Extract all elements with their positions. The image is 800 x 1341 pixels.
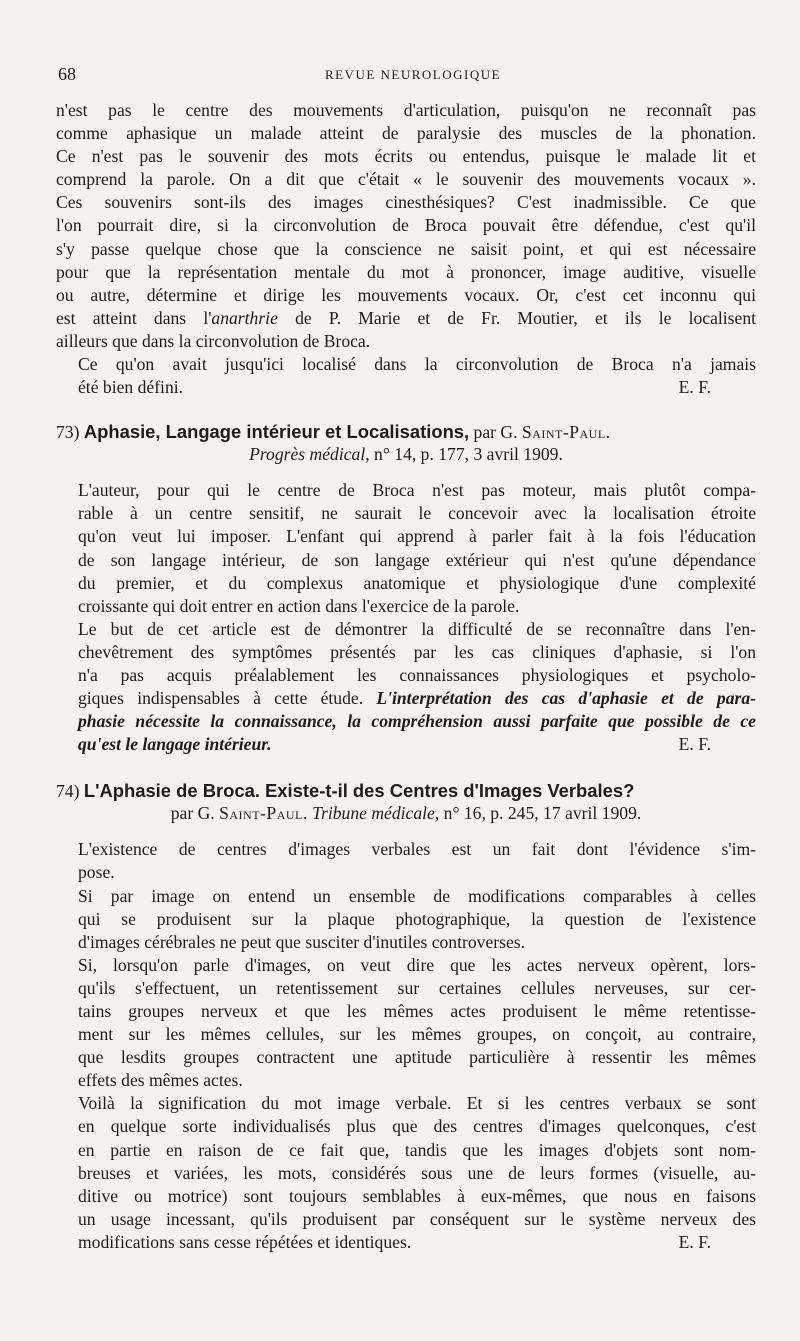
paragraph — [56, 954, 756, 1093]
text-line: comme aphasique un malade atteint de paralysie des muscles de la phonation. — [56, 123, 756, 144]
text-line: Ce qu'on avait jusqu'ici localisé dans la circonvolution de Broca n'a jamais — [78, 354, 756, 375]
text-line: n'est pas le centre des mouvements d'articulation, puisqu'on ne reconnaît pas — [56, 100, 756, 120]
signature: E. F. — [678, 734, 711, 755]
entry-73-body — [56, 479, 756, 756]
text-line: Voilà la signification du mot image verbale. Et si les centres verbaux se sont — [78, 1093, 756, 1114]
text-line: comprend la parole. On a dit que c'était « le souvenir des mouvements vocaux ». — [56, 169, 756, 190]
entry-source: Progrès médical, n° 14, p. 177, 3 avril 1909. — [249, 444, 563, 465]
anarthrie-term: anarthrie — [211, 307, 278, 328]
text-line: qu'est le langage intérieur. E. F. — [56, 733, 756, 756]
paragraph — [56, 838, 756, 884]
paragraph — [56, 1092, 756, 1254]
entry-73-heading: 73) Aphasie, Langage intérieur et Localisations, par G. Saint-Paul. Progrès médical, n° 14, p. 177, 3 avril 1909. — [56, 421, 756, 465]
text-line: en quelque sorte individualisés plus que des centres d'images quelconques, c'est — [78, 1116, 756, 1137]
text-line: effets des mêmes actes. — [78, 1070, 243, 1091]
text-line: phasie nécessite la connaissance, la compréhension aussi parfaite que possible de ce — [78, 711, 756, 732]
entry-author: Saint-Paul. — [219, 803, 308, 824]
text-line: du premier, et du complexus anatomique et physiologique d'une complexité — [78, 572, 756, 593]
text-line: ailleurs que dans la circonvolution de Broca. — [56, 330, 371, 351]
entry-title: Aphasie, Langage intérieur et Localisations, — [83, 421, 470, 443]
text-line: que lesdits groupes contractent une aptitude particulière à ressentir les mêmes — [78, 1047, 756, 1068]
text-line: n'a pas acquis préalablement les connaissances physiologiques et psycholo- — [78, 664, 756, 685]
text-line: un usage incessant, qu'ils produisent par conséquent sur le système nerveux des — [78, 1208, 756, 1229]
intro-paragraph-2 — [56, 353, 756, 399]
page-number: 68 — [58, 64, 76, 84]
text-line: L'existence de centres d'images verbales est un fait dont l'évidence s'im- — [78, 839, 756, 860]
paragraph — [56, 885, 756, 954]
text-line: été bien défini. E. F. — [56, 376, 756, 399]
paragraph — [56, 618, 756, 757]
text-line: pose. — [78, 862, 115, 883]
text-line: ou autre, détermine et dirige les mouvements vocaux. Or, c'est cet inconnu qui — [56, 284, 756, 305]
text-line: L'auteur, pour qui le centre de Broca n'est pas moteur, mais plutôt compa- — [78, 480, 756, 501]
text-line: l'on pourrait dire, si la circonvolution de Broca pouvait être défendue, c'est qu'il — [56, 215, 756, 236]
text-line: est atteint dans l'anarthrie de P. Marie et de Fr. Moutier, et ils le localisent — [56, 307, 757, 328]
text-line: Si, lorsqu'on parle d'images, on veut dire que les actes nerveux opèrent, lors- — [78, 954, 756, 975]
text-line: chevêtrement des symptômes présentés par les cas cliniques d'aphasie, si l'on — [78, 641, 756, 662]
paragraph — [56, 479, 756, 618]
text-line: ment sur les mêmes cellules, sur les mêmes groupes, on conçoit, au contraire, — [78, 1024, 756, 1045]
entry-author: Saint-Paul. — [521, 422, 611, 443]
text-line: de son langage intérieur, de son langage extérieur qui n'est qu'une dépendance — [78, 549, 756, 570]
text-line: en partie en raison de ce fait que, tandis que les images d'objets sont nom- — [78, 1139, 756, 1160]
text-line: modifications sans cesse répétées et identiques. E. F. — [56, 1231, 756, 1254]
text-line: tains groupes nerveux et que les mêmes actes produisent le même retentisse- — [78, 1001, 756, 1021]
page-body — [56, 99, 756, 1254]
running-header — [58, 60, 768, 90]
entry-74-heading — [56, 780, 756, 824]
text-line: Ces souvenirs sont-ils des images cinesthésiques? C'est inadmissible. Ce que — [56, 192, 756, 213]
entry-74-body — [56, 838, 756, 1254]
entry-number: 73) — [56, 422, 80, 443]
signature: E. F. — [678, 377, 711, 398]
text-line: croissante qui doit entrer en action dans l'exercice de la parole. — [78, 595, 520, 616]
text-line: s'y passe quelque chose que la conscience ne saisit point, et qui est nécessaire — [56, 238, 756, 259]
entry-source: par G. Saint-Paul. Tribune médicale, n° 16, p. 245, 17 avril 1909. — [170, 803, 642, 824]
text-line: rable à un centre sensitif, ne saurait le concevoir avec la localisation étroite — [78, 503, 756, 524]
text-line: d'images cérébrales ne peut que susciter d'inutiles controverses. — [78, 931, 526, 952]
text-line: breuses et variées, les mots, considérés sous une de leurs formes (visuelle, au- — [78, 1162, 756, 1183]
entry-title: L'Aphasie de Broca. Existe-t-il des Centres d'Images Verbales? — [83, 780, 635, 802]
journal-title: REVUE NEUROLOGIQUE — [324, 67, 502, 82]
text-line: Si par image on entend un ensemble de modifications comparables à celles — [78, 885, 756, 906]
text-line: Ce n'est pas le souvenir des mots écrits ou entendus, puisque le malade lit et — [56, 146, 756, 167]
text-line: ditive ou motrice) sont toujours semblables à eux-mêmes, que nous en faisons — [78, 1185, 756, 1206]
intro-paragraph — [56, 99, 756, 353]
signature: E. F. — [678, 1231, 711, 1252]
text-line: giques indispensables à cette étude. L'interprétation des cas d'aphasie et de para- — [78, 688, 756, 709]
text-line: pour que la représentation mentale du mot à prononcer, image auditive, visuelle — [56, 261, 756, 282]
text-line: qu'ils s'effectuent, un retentissement sur certaines cellules nerveuses, sur cer- — [78, 977, 756, 998]
entry-number: 74) — [56, 781, 80, 802]
text-line: qu'on veut lui imposer. L'enfant qui apprend à parler fait à la fois l'éducation — [78, 526, 756, 547]
text-line: qui se produisent sur la plaque photographique, la question de l'existence — [78, 908, 756, 929]
text-line: Le but de cet article est de démontrer la difficulté de se reconnaître dans l'en- — [78, 618, 756, 639]
